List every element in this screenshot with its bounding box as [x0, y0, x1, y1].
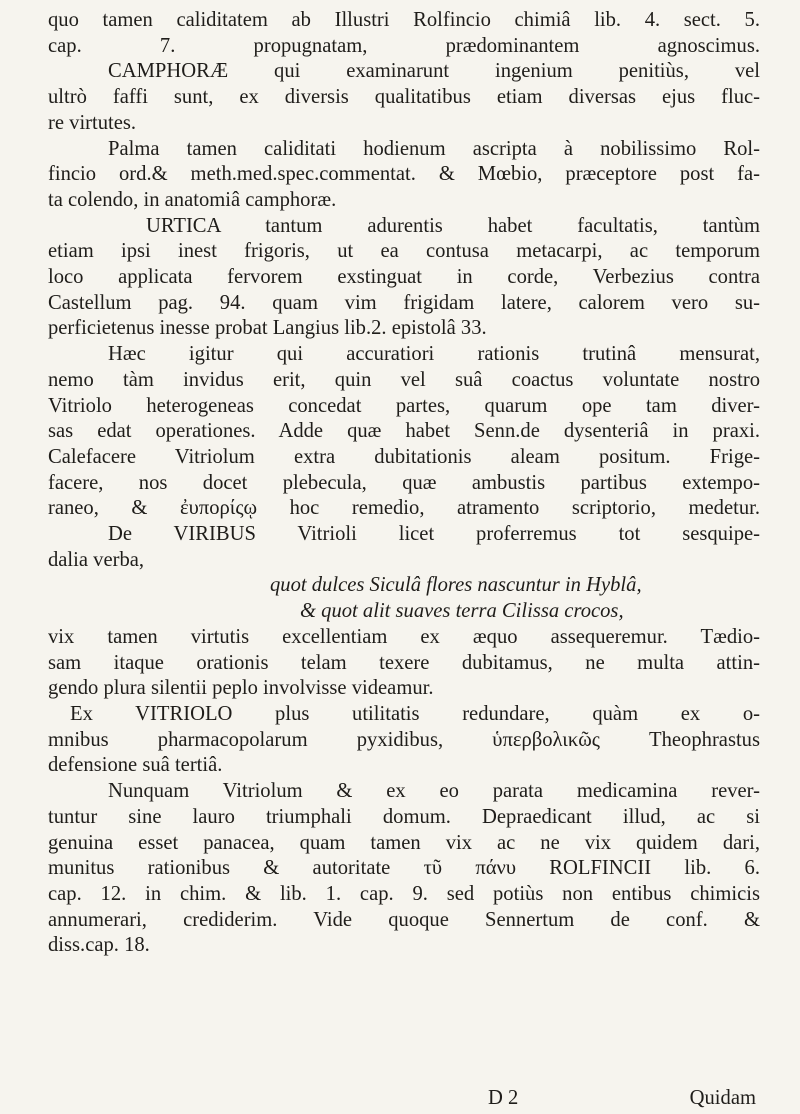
text-line: URTICA tantum adurentis habet facultatis, tantùm: [146, 214, 760, 237]
text-line: nemo tàm invidus erit, quin vel suâ coactus voluntate nostro: [48, 368, 760, 391]
text-line: quo tamen caliditatem ab Illustri Rolfincio chimiâ lib. 4. sect. 5.: [48, 9, 760, 31]
text-line: sam itaque orationis telam texere dubitamus, ne multa attin-: [48, 651, 760, 674]
text-line: ta colendo, in anatomiâ camphoræ.: [48, 188, 337, 211]
text-line: vix tamen virtutis excellentiam ex æquo assequeremur. Tædio-: [48, 625, 760, 648]
text-line: cap. 7. propugnatam, prædominantem agnoscimus.: [48, 34, 760, 57]
text-line: tuntur sine lauro triumphali domum. Depraedicant illud, ac si: [48, 805, 760, 828]
catchword: Quidam: [689, 1087, 756, 1109]
text-line: perficietenus inesse probat Langius lib.2. epistolâ 33.: [48, 317, 487, 340]
text-line: Hæc igitur qui accuratiori rationis trutinâ mensurat,: [108, 343, 760, 366]
verse-line: & quot alit suaves terra Cilissa crocos,: [300, 600, 624, 623]
text-line: diss.cap. 18.: [48, 934, 150, 957]
text-line: Ex VITRIOLO plus utilitatis redundare, quàm ex o-: [70, 702, 760, 725]
text-line: Calefacere Vitriolum extra dubitationis aleam positum. Frige-: [48, 445, 760, 468]
text-line: fincio ord.& meth.med.spec.commentat. & Mœbio, præceptore post fa-: [48, 163, 760, 186]
text-line: raneo, & ἐυπορίςῳ hoc remedio, atramento scriptorio, medetur.: [48, 497, 760, 520]
text-line: genuina esset panacea, quam tamen vix ac ne vix quidem dari,: [48, 831, 760, 854]
signature-mark: D 2: [488, 1087, 519, 1109]
text-line: gendo plura silentii peplo involvisse videamur.: [48, 677, 434, 700]
text-line: defensione suâ tertiâ.: [48, 754, 223, 777]
text-line: mnibus pharmacopolarum pyxidibus, ὑπερβολικῶς Theophrastus: [48, 728, 760, 751]
text-line: CAMPHORÆ qui examinarunt ingenium penitiùs, vel: [108, 60, 760, 83]
verse-line: quot dulces Siculâ flores nascuntur in Hyblâ,: [270, 574, 642, 597]
text-line: Castellum pag. 94. quam vim frigidam latere, calorem vero su-: [48, 291, 760, 314]
text-line: dalia verba,: [48, 548, 145, 571]
text-line: De VIRIBUS Vitrioli licet proferremus tot sesquipe-: [108, 523, 760, 546]
text-line: cap. 12. in chim. & lib. 1. cap. 9. sed potiùs non entibus chimicis: [48, 882, 760, 905]
text-line: re virtutes.: [48, 111, 137, 134]
text-line: munitus rationibus & autoritate τῦ πάνυ ROLFINCII lib. 6.: [48, 857, 760, 880]
text-line: sas edat operationes. Adde quæ habet Senn.de dysenteriâ in praxi.: [48, 420, 760, 443]
text-line: Vitriolo heterogeneas concedat partes, quarum ope tam diver-: [48, 394, 760, 417]
text-line: ultrò faffi sunt, ex diversis qualitatibus etiam diversas ejus fluc-: [48, 86, 760, 109]
text-line: facere, nos docet plebecula, quæ ambustis partibus extempo-: [48, 471, 760, 494]
text-line: etiam ipsi inest frigoris, ut ea contusa metacarpi, ac temporum: [48, 240, 760, 263]
text-line: loco applicata fervorem exstinguat in corde, Verbezius contra: [48, 266, 760, 289]
text-line: Nunquam Vitriolum & ex eo parata medicamina rever-: [108, 780, 760, 803]
text-line: annumerari, crediderim. Vide quoque Sennertum de conf. &: [48, 908, 760, 931]
text-line: Palma tamen caliditati hodienum ascripta à nobilissimo Rol-: [108, 137, 760, 160]
